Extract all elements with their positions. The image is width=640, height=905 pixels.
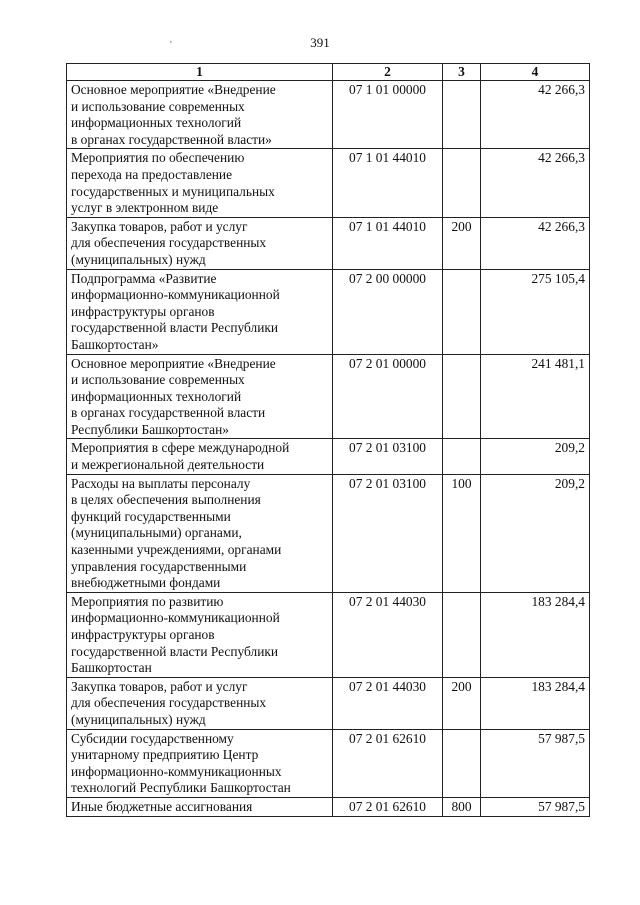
- row-name-line: в органах государственной власти»: [71, 131, 272, 147]
- table-row: [67, 677, 590, 729]
- table-row: [67, 592, 590, 677]
- row-name-line: информационно-коммуникационной: [71, 287, 280, 303]
- row-type-cell: [443, 592, 481, 677]
- row-name-line: информационно-коммуникационных: [71, 763, 282, 779]
- row-name-line: в органах государственной власти: [71, 405, 266, 421]
- row-amount-cell: 183 284,4: [481, 592, 590, 677]
- row-code-cell: 07 2 01 00000: [333, 354, 443, 439]
- page-number: 391: [310, 35, 330, 50]
- table-row: [67, 729, 590, 797]
- row-name-line: государственной власти Республики: [71, 643, 279, 659]
- row-name-line: казенными учреждениями, органами: [71, 542, 282, 558]
- row-type-cell: 200: [443, 217, 481, 269]
- table-row: [67, 269, 590, 354]
- row-name-line: управления государственными: [71, 558, 247, 574]
- row-name-line: Основное мероприятие «Внедрение: [71, 355, 276, 371]
- header-row: [67, 64, 590, 81]
- row-name-line: инфраструктуры органов: [71, 627, 215, 642]
- row-type-cell: [443, 149, 481, 217]
- row-name-line: Республики Башкортостан»: [71, 421, 229, 437]
- row-name-line: информационных технологий: [71, 115, 242, 131]
- row-name-cell: [67, 797, 333, 816]
- table-row: [67, 217, 590, 269]
- row-name-line: Иные бюджетные ассигнования: [71, 798, 253, 814]
- row-code-cell: 07 2 01 62610: [333, 797, 443, 816]
- stray-mark: ': [170, 40, 172, 51]
- row-name-cell: [67, 217, 333, 269]
- row-name-line: (муниципальных) нужд: [71, 711, 206, 727]
- row-name-cell: [67, 269, 333, 354]
- row-name-line: информационно-коммуникационной: [71, 610, 280, 626]
- row-amount-cell: 57 987,5: [481, 797, 590, 816]
- row-amount-cell: 275 105,4: [481, 269, 590, 354]
- row-type-cell: [443, 81, 481, 149]
- row-name-line: государственной власти Республики: [71, 320, 279, 336]
- row-type-cell: [443, 269, 481, 354]
- row-type-cell: 800: [443, 797, 481, 816]
- row-type-cell: 100: [443, 474, 481, 592]
- row-amount-cell: 42 266,3: [481, 81, 590, 149]
- row-name-line: и межрегиональной деятельности: [71, 457, 265, 473]
- row-name-line: технологий Республики Башкортостан: [71, 780, 291, 796]
- row-name-line: Расходы на выплаты персоналу: [71, 475, 251, 491]
- row-name-line: информационных технологий: [71, 388, 242, 404]
- row-name-line: внебюджетными фондами: [71, 575, 221, 591]
- table-row: [67, 354, 590, 439]
- row-name-line: перехода на предоставление: [71, 166, 233, 182]
- row-name-line: и использование современных: [71, 372, 245, 388]
- row-type-cell: [443, 354, 481, 439]
- row-name-cell: [67, 81, 333, 149]
- row-name-line: для обеспечения государственных: [71, 695, 267, 711]
- row-amount-cell: 209,2: [481, 439, 590, 474]
- row-name-cell: [67, 439, 333, 474]
- row-code-cell: 07 1 01 44010: [333, 149, 443, 217]
- header-col-3: 3: [443, 64, 481, 81]
- row-name-line: Закупка товаров, работ и услуг: [71, 678, 248, 694]
- row-name-line: Подпрограмма «Развитие: [71, 270, 217, 286]
- row-name-line: Башкортостан: [71, 660, 152, 676]
- row-name-cell: [67, 149, 333, 217]
- row-name-line: (муниципальных) нужд: [71, 251, 206, 267]
- row-code-cell: 07 2 00 00000: [333, 269, 443, 354]
- row-code-cell: 07 1 01 44010: [333, 217, 443, 269]
- row-name-cell: [67, 592, 333, 677]
- row-name-line: услуг в электронном виде: [71, 200, 219, 216]
- row-name-cell: [67, 354, 333, 439]
- row-name-line: Башкортостан»: [71, 336, 159, 352]
- budget-table: [66, 63, 590, 817]
- row-name-line: (муниципальными) органами,: [71, 525, 242, 541]
- row-name-line: Закупка товаров, работ и услуг: [71, 218, 248, 234]
- row-amount-cell: 57 987,5: [481, 729, 590, 797]
- header-col-4: 4: [481, 64, 590, 81]
- row-name-cell: [67, 677, 333, 729]
- row-code-cell: 07 2 01 62610: [333, 729, 443, 797]
- row-name-line: для обеспечения государственных: [71, 235, 267, 251]
- row-code-cell: 07 1 01 00000: [333, 81, 443, 149]
- row-name-line: Субсидии государственному: [71, 730, 234, 746]
- table-row: [67, 474, 590, 592]
- row-code-cell: 07 2 01 03100: [333, 439, 443, 474]
- row-name-line: и использование современных: [71, 98, 245, 114]
- row-type-cell: [443, 439, 481, 474]
- row-name-line: Мероприятия по развитию: [71, 593, 224, 609]
- row-code-cell: 07 2 01 44030: [333, 592, 443, 677]
- row-name-cell: [67, 474, 333, 592]
- row-code-cell: 07 2 01 03100: [333, 474, 443, 592]
- row-amount-cell: 183 284,4: [481, 677, 590, 729]
- row-name-line: государственных и муниципальных: [71, 183, 275, 199]
- row-name-line: Мероприятия в сфере международной: [71, 440, 290, 456]
- row-amount-cell: 42 266,3: [481, 149, 590, 217]
- row-name-line: Основное мероприятие «Внедрение: [71, 82, 276, 97]
- row-name-line: в целях обеспечения выполнения: [71, 492, 261, 508]
- row-name-line: функций государственными: [71, 508, 231, 524]
- table-row: [67, 439, 590, 474]
- row-name-line: Мероприятия по обеспечению: [71, 150, 245, 166]
- row-name-cell: [67, 729, 333, 797]
- row-code-cell: 07 2 01 44030: [333, 677, 443, 729]
- header-col-2: 2: [333, 64, 443, 81]
- row-type-cell: [443, 729, 481, 797]
- row-amount-cell: 209,2: [481, 474, 590, 592]
- row-amount-cell: 42 266,3: [481, 217, 590, 269]
- table-row: [67, 81, 590, 149]
- header-col-1: 1: [67, 64, 333, 81]
- table-row: [67, 797, 590, 816]
- row-name-line: инфраструктуры органов: [71, 303, 215, 319]
- row-type-cell: 200: [443, 677, 481, 729]
- table-row: [67, 149, 590, 217]
- row-amount-cell: 241 481,1: [481, 354, 590, 439]
- row-name-line: унитарному предприятию Центр: [71, 747, 259, 763]
